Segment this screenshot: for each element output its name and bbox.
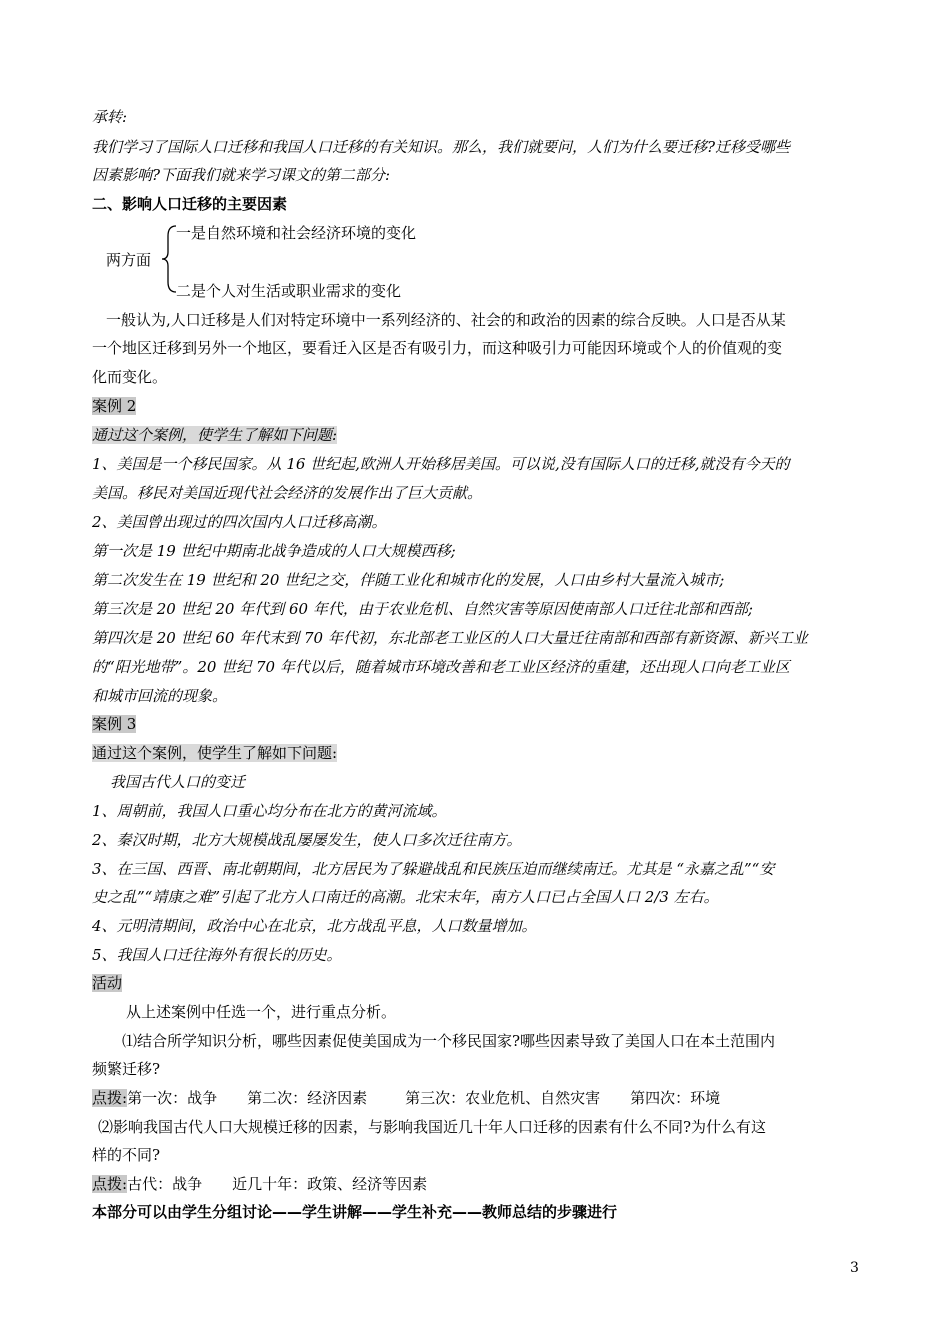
hint-row	[92, 1169, 862, 1199]
hint-item: 第三次：农业危机、自然灾害	[405, 1089, 601, 1107]
paragraph-line: 一般认为,人口迁移是人们对特定环境中一系列经济的、社会的和政治的因素的综合反映。人口是否从某	[106, 311, 786, 329]
list-item: 2、美国曾出现过的四次国内人口迁移高潮。	[92, 513, 387, 531]
hint-item: 近几十年：政策、经济等因素	[232, 1175, 428, 1193]
activity-question: ⑵影响我国古代人口大规模迁移的因素，与影响我国近几十年人口迁移的因素有什么不同?为什么有这	[98, 1118, 767, 1136]
page-number: 3	[850, 1260, 859, 1276]
list-item: 第二次发生在 19 世纪和 20 世纪之交，伴随工业化和城市化的发展，人口由乡村大量流入城市;	[92, 571, 725, 589]
list-item: 第三次是 20 世纪 20 年代到 60 年代，由于农业危机、自然灾害等原因使南部人口迁往北部和西部;	[92, 600, 753, 618]
hint-label: 点拨:	[92, 1089, 128, 1107]
list-item: 1、周朝前，我国人口重心均分布在北方的黄河流域。	[92, 802, 447, 820]
list-item: 第四次是 20 世纪 60 年代末到 70 年代初，东北部老工业区的人口大量迁往南部和西部有新资源、新兴工业	[92, 629, 808, 647]
hint-row	[92, 1083, 862, 1113]
list-item: 3、在三国、西晋、南北朝期间，北方居民为了躲避战乱和民族压迫而继续南迁。尤其是 “永嘉之乱”“安	[92, 860, 775, 878]
list-item: 的“阳光地带”。20 世纪 70 年代以后，随着城市环境改善和老工业区经济的重建，还出现人口向老工业区	[92, 658, 790, 676]
activity-label: 活动	[92, 974, 123, 992]
case-label: 案例 2	[92, 397, 137, 415]
list-item: 和城市回流的现象。	[92, 687, 228, 705]
case-label: 案例 3	[92, 715, 137, 733]
case-title: 我国古代人口的变迁	[110, 773, 246, 791]
list-item: 2、秦汉时期，北方大规模战乱屡屡发生，使人口多次迁往南方。	[92, 831, 522, 849]
paragraph-line: 一个地区迁移到另外一个地区，要看迁入区是否有吸引力，而这种吸引力可能因环境或个人的价值观的变	[92, 339, 783, 357]
list-item: 4、元明清期间，政治中心在北京，北方战乱平息，人口数量增加。	[92, 917, 537, 935]
case-subheading: 通过这个案例，使学生了解如下问题:	[92, 426, 338, 444]
activity-question: 频繁迁移?	[92, 1060, 161, 1078]
list-item: 第一次是 19 世纪中期南北战争造成的人口大规模西移;	[92, 542, 456, 560]
paragraph-line: 化而变化。	[92, 368, 168, 386]
list-item: 美国。移民对美国近现代社会经济的发展作出了巨大贡献。	[92, 484, 483, 502]
list-item: 史之乱”“靖康之难”引起了北方人口南迁的高潮。北宋末年，南方人口已占全国人口 2/3 左右。	[92, 888, 719, 906]
activity-question: 样的不同?	[92, 1146, 161, 1164]
hint-item: 第一次：战争	[127, 1089, 218, 1107]
brace-left-label: 两方面	[106, 251, 152, 269]
hint-item: 第二次：经济因素	[247, 1089, 368, 1107]
activity-question: ⑴结合所学知识分析，哪些因素促使美国成为一个移民国家?哪些因素导致了美国人口在本土范围内	[122, 1032, 776, 1050]
hint-item: 古代：战争	[127, 1175, 203, 1193]
case-subheading: 通过这个案例，使学生了解如下问题:	[92, 744, 338, 762]
paragraph-line: 因素影响?下面我们就来学习课文的第二部分:	[92, 166, 391, 184]
paragraph-line: 我们学习了国际人口迁移和我国人口迁移的有关知识。那么，我们就要问，人们为什么要迁移?迁移受哪些	[92, 138, 791, 156]
brace-item: 二是个人对生活或职业需求的变化	[176, 282, 402, 300]
section-heading: 二、影响人口迁移的主要因素	[92, 195, 288, 213]
summary-note: 本部分可以由学生分组讨论——学生讲解——学生补充——教师总结的步骤进行	[92, 1203, 618, 1221]
activity-text: 从上述案例中任选一个，进行重点分析。	[126, 1003, 397, 1021]
hint-item: 第四次：环境	[630, 1089, 721, 1107]
list-item: 5、我国人口迁往海外有很长的历史。	[92, 946, 342, 964]
hint-label: 点拨:	[92, 1175, 128, 1193]
list-item: 1、美国是一个移民国家。从 16 世纪起,欧洲人开始移居美国。可以说,没有国际人口的迁移,就没有今天的	[92, 455, 790, 473]
transition-label: 承转:	[92, 108, 128, 126]
brace-item: 一是自然环境和社会经济环境的变化	[176, 224, 417, 242]
